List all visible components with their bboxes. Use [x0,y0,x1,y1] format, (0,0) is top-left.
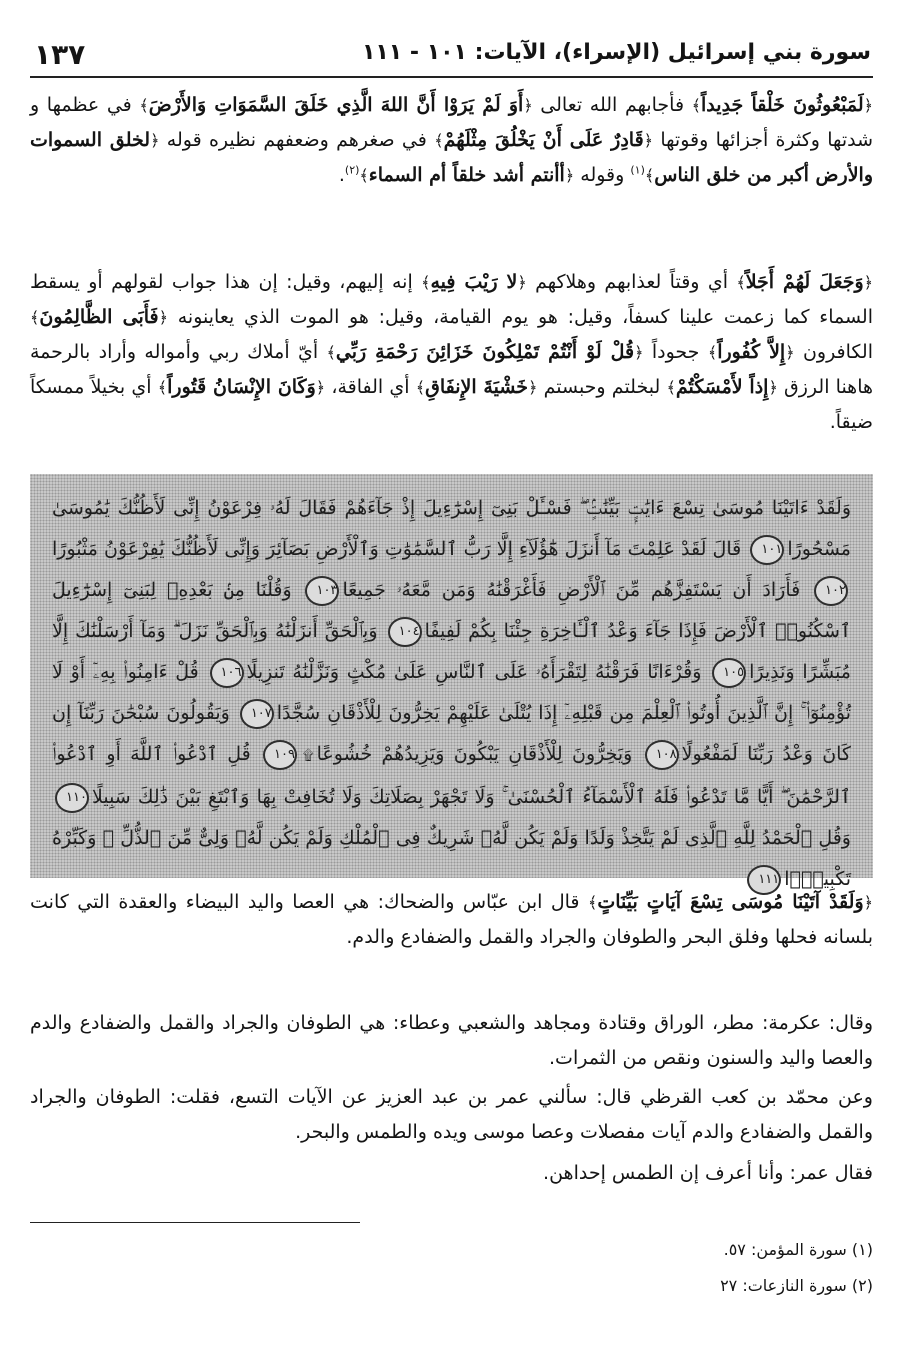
ayah-number-marker: ١١١ [747,865,781,895]
ayah-102: قَالَ لَقَدْ عَلِمْتَ مَآ أَنزَلَ هَٰٓؤُلَآءِ إِلَّا رَبُّ ٱلسَّمَٰوَٰتِ وَٱلْأَرْضِ بَصَآئِرَ وَإِنِّى لَأَظُنُّكَ يَٰفِرْعَوْنُ مَثْبُورًا [52,538,742,560]
ayah-number-marker: ١٠٦ [210,658,244,688]
ayah-106: وَقُرْءَانًا فَرَقْنَٰهُ لِتَقْرَأَهُۥ عَلَى ٱلنَّاسِ عَلَىٰ مُكْثٍ وَنَزَّلْنَٰهُ تَنزِيلًا [246,661,702,683]
text: أي الفاقة، [325,376,416,398]
page-number: ١٣٧ [34,38,86,71]
quote: ﴿ فَأَبَى الظَّالِمُونَ ﴾ [30,306,168,328]
running-header-title: سورة بني إسرائيل (الإسراء)، الآيات: ١٠١ - ١١١ [361,40,871,65]
ayah-number-marker: ١٠٣ [305,576,339,606]
commentary-paragraph-4: وقال: عكرمة: مطر، الوراق وقتادة ومجاهد والشعبي وعطاء: هي الطوفان والجراد والقمل والضفادع والدم والعصا واليد والسنون ونقص من الثمرات. [30,1012,873,1069]
text: جحوداً [643,341,708,363]
ayah-101: وَلَقَدْ ءَاتَيْنَا مُوسَىٰ تِسْعَ ءَايَٰتٍۭ بَيِّنَٰتٍۢ ۖ فَسْـَٔلْ بَنِىٓ إِسْرَٰٓءِيلَ إِذْ جَآءَهُمْ فَقَالَ لَهُۥ فِرْعَوْنُ إِنِّى لَأَظُنُّكَ يَٰمُوسَىٰ مَسْحُورًا [52,497,851,560]
text: وقوله [574,164,631,186]
ayah-111: وَقُلِ ٱلْحَمْدُ لِلَّهِ ٱلَّذِى لَمْ يَتَّخِذْ وَلَدًا وَلَمْ يَكُن لَّهُۥ شَرِيكٌ فِى ٱلْمُلْكِ وَلَمْ يَكُن لَّهُۥ وَلِىٌّ مِّنَ ٱلذُّلِّ ۖ وَكَبِّرْهُ تَكْبِيرًۢا [52,827,851,890]
quote: ﴿ خَشْيَةَ الإِنفَاقِ ﴾ [416,376,538,398]
quote: ﴿ لخلق السموات والأرض أكبر من خلق الناس ﴾ [30,129,873,186]
commentary-paragraph-1 [30,88,873,193]
ayah-number-marker: ١٠٧ [240,699,274,729]
text: لبخلتم وحبستم [537,376,667,398]
commentary-paragraph-2 [30,265,873,440]
text: في عظمها و شدتها وكثرة أجزائها وقوتها [30,94,873,151]
commentary-paragraph-3 [30,885,873,955]
ayah-105: وَبِٱلْحَقِّ أَنزَلْنَٰهُ وَبِٱلْحَقِّ نَزَلَ ۗ وَمَآ أَرْسَلْنَٰكَ إِلَّا مُبَشِّرًا وَنَذِيرًا [52,620,851,683]
ayah-number-marker: ١٠٥ [712,658,746,688]
commentary-paragraph-6: فقال عمر: وأنا أعرف إن الطمس إحداهن. [543,1162,873,1184]
quran-verses-box [30,474,873,890]
ayah-number-marker: ١٠١ [750,535,784,565]
ayah-number-marker: ١٠٨ [645,740,679,770]
ayah-number-marker: ١١٠ [55,783,89,813]
text: أي بخيلاً ممسكاً ضيقاً. [30,376,873,433]
text: في صغرهم وضعفهم نظيره قوله [159,129,435,151]
ayah-109: وَيَخِرُّونَ لِلْأَذْقَانِ يَبْكُونَ وَيَزِيدُهُمْ خُشُوعًا [316,743,633,765]
quote: ﴿ قُلْ لَوْ أَنْتُمْ تَمْلِكُونَ خَزَائِنَ رَحْمَةِ رَبِّي ﴾ [327,341,644,363]
quote: ﴿ إِلاَّ كُفُوراً ﴾ [708,341,795,363]
ayah-number-marker: ١٠٢ [814,576,848,606]
ayah-104: وَقُلْنَا مِنۢ بَعْدِهِۦ لِبَنِىٓ إِسْرَٰٓءِيلَ ٱسْكُنُوا۟ ٱلْأَرْضَ فَإِذَا جَآءَ وَعْدُ ٱلْـَٔاخِرَةِ جِئْنَا بِكُمْ لَفِيفًا [52,579,851,642]
text: قال ابن عبّاس والضحاك: هي العصا واليد البيضاء والعقدة التي كانت بلسانه فحلها وفلق البحر والطوفان والجراد والقمل والضفادع والدم. [30,891,873,948]
quote: ﴿ وَكَانَ الإِنْسَانُ قَتُوراً ﴾ [158,376,325,398]
footnote-1: (١) سورة المؤمن: ٥٧. [723,1240,873,1259]
text: الكافرون [794,341,873,363]
quote: ﴿ وَلَقَدْ آتَيْنَا مُوسَى تِسْعَ آيَاتٍ بَيِّنَاتٍ ﴾ [588,891,873,913]
quran-text [52,488,851,900]
footnote-separator [30,1222,360,1223]
quote: ﴿ أَوَ لَمْ يَرَوْا أَنَّ اللهَ الَّذِي خَلَقَ السَّمَوَاتِ وَالأَرْضَ ﴾ [139,94,532,116]
quote: ﴿ أأنتم أشد خلقاً أم السماء ﴾ [359,164,574,186]
footnote-ref[interactable]: (١) [630,163,645,177]
ayah-number-marker: ١٠٤ [388,617,422,647]
text: أي وقتاً لعذابهم وهلاكهم [526,271,737,293]
ayah-number-marker: ١٠٩ [263,740,297,770]
ayah-107: قُلْ ءَامِنُوا۟ بِهِۦٓ أَوْ لَا تُؤْمِنُوٓا۟ ۚ إِنَّ ٱلَّذِينَ أُوتُوا۟ ٱلْعِلْمَ مِن قَبْلِهِۦٓ إِذَا يُتْلَىٰ عَلَيْهِمْ يَخِرُّونَ لِلْأَذْقَانِ سُجَّدًا [52,661,852,724]
sajda-icon: ۩ [302,748,314,764]
footnote-2: (٢) سورة النازعات: ٢٧ [720,1276,873,1295]
ayah-110: قُلِ ٱدْعُوا۟ ٱللَّهَ أَوِ ٱدْعُوا۟ ٱلرَّحْمَٰنَ ۖ أَيًّا مَّا تَدْعُوا۟ فَلَهُ ٱلْأَسْمَآءُ ٱلْحُسْنَىٰ ۚ وَلَا تَجْهَرْ بِصَلَاتِكَ وَلَا تُخَافِتْ بِهَا وَٱبْتَغِ بَيْنَ ذَٰلِكَ سَبِيلًا [52,743,851,808]
footnote-ref[interactable]: (٢) [344,163,360,177]
quote: ﴿ إِذاً لأَمْسَكْتُمْ ﴾ [666,376,777,398]
quote: ﴿ قَادِرٌ عَلَى أَنْ يَخْلُقَ مِثْلَهُمْ ﴾ [434,129,653,151]
ayah-108: وَيَقُولُونَ سُبْحَٰنَ رَبِّنَآ إِن كَانَ وَعْدُ رَبِّنَا لَمَفْعُولًا [52,702,851,765]
quote: ﴿ لا رَيْبَ فِيهِ ﴾ [421,271,527,293]
quote: ﴿ لَمَبْعُوثُونَ خَلْقاً جَدِيداً ﴾ [692,94,873,116]
ayah-103: فَأَرَادَ أَن يَسْتَفِزَّهُم مِّنَ ٱلْأَرْضِ فَأَغْرَقْنَٰهُ وَمَن مَّعَهُۥ جَمِيعًا [342,579,801,601]
text: أيّ أملاك ربي وأمواله وأراد بالرحمة هاهنا الرزق [30,341,874,398]
header-rule [30,76,873,78]
text: إنه إليهم، وقيل: إن هذا جواب لقولهم أو يسقط السماء كما زعمت علينا كسفاً، وقيل: هو يوم القيامة، وقيل: هو الموت الذي يعاينونه [30,271,873,328]
text: فأجابهم الله تعالى [532,94,692,116]
quote: ﴿ وَجَعَلَ لَهُمْ أَجَلاً ﴾ [736,271,873,293]
text: . [338,164,345,186]
commentary-paragraph-5: وعن محمّد بن كعب القرظي قال: سألني عمر بن عبد العزيز عن الآيات التسع، فقلت: الطوفان والجراد والقمل والضفادع والدم آيات مفصلات وعصا موسى ويده والطمس والبحر. [30,1086,873,1143]
